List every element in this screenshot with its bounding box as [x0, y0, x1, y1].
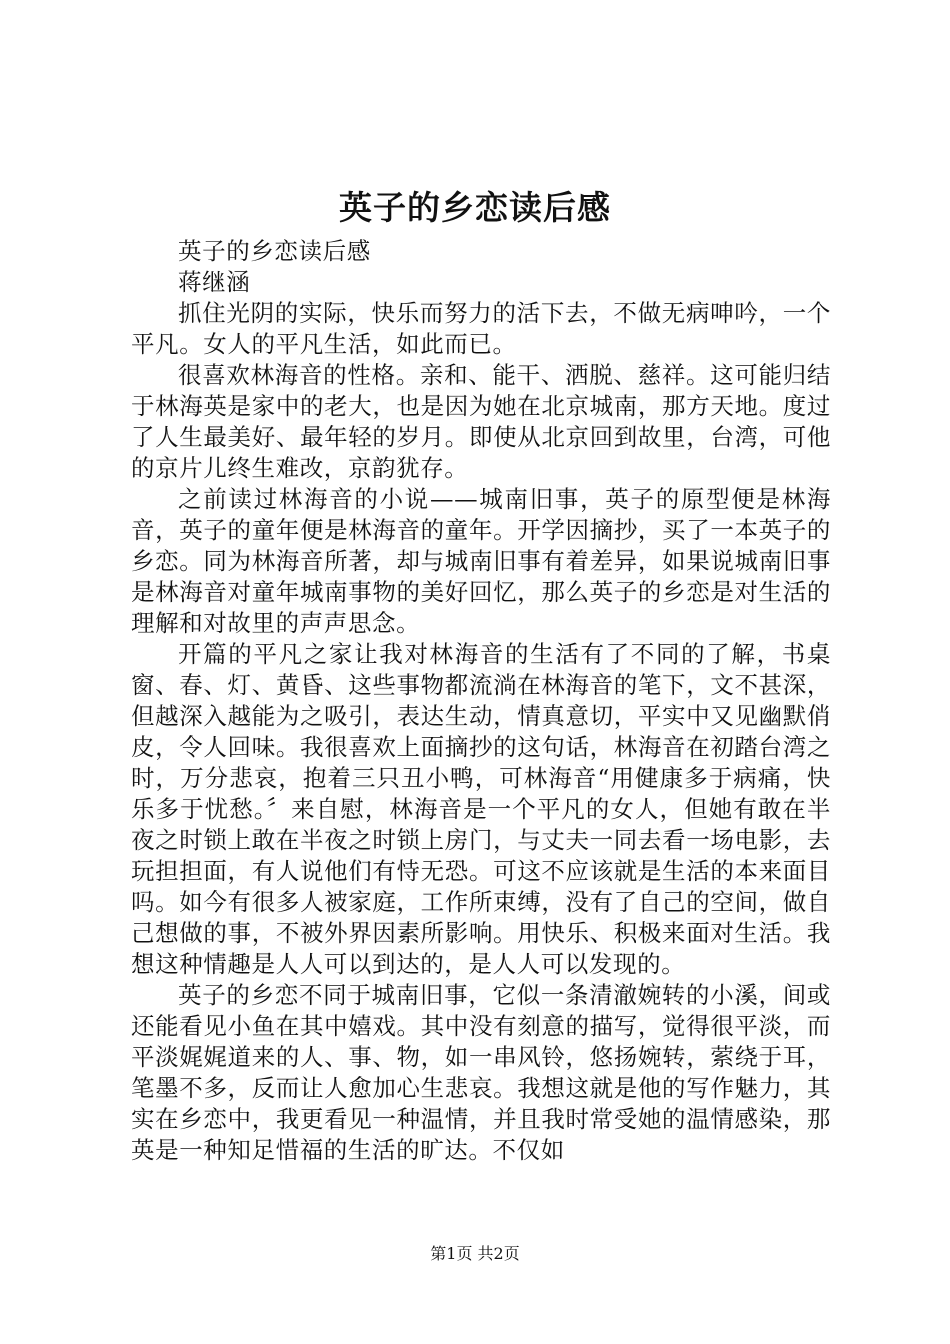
- paragraph: 开篇的平凡之家让我对林海音的生活有了不同的了解，书桌窗、春、灯、黄昏、这些事物都流淌在林海音的笔下，文不甚深，但越深入越能为之吸引，表达生动，情真意切，平实中又见幽默俏皮，令人回味。我很喜欢上面摘抄的这句话，林海音在初踏台湾之时，万分悲哀，抱着三只丑小鸭，可林海音“用健康多于病痛，快乐多于忧愁。〞来自慰，林海音是一个平凡的女人，但她有敢在半夜之时锁上敢在半夜之时锁上房门，与丈夫一同去看一场电影，去玩担担面，有人说他们有恃无恐。可这不应该就是生活的本来面目吗。如今有很多人被家庭，工作所束缚，没有了自己的空间，做自己想做的事，不被外界因素所影响。用快乐、积极来面对生活。我想这种情趣是人人可以到达的，是人人可以发现的。: [131, 640, 831, 978]
- paragraph: 之前读过林海音的小说——城南旧事，英子的原型便是林海音，英子的童年便是林海音的童年。开学因摘抄，买了一本英子的乡恋。同为林海音所著，却与城南旧事有着差异，如果说城南旧事是林海音对童年城南事物的美好回忆，那么英子的乡恋是对生活的理解和对故里的声声思念。: [131, 485, 831, 637]
- paragraph-author: 蒋继涵: [178, 268, 251, 296]
- document-body: [131, 236, 831, 1166]
- page-number-footer: 第1页 共2页: [430, 1244, 520, 1263]
- paragraph-subtitle: 英子的乡恋读后感: [178, 237, 371, 265]
- paragraph: 抓住光阴的实际，快乐而努力的活下去，不做无病呻吟，一个平凡。女人的平凡生活，如此而已。: [131, 299, 831, 358]
- paragraph: 英子的乡恋不同于城南旧事，它似一条清澈婉转的小溪，间或还能看见小鱼在其中嬉戏。其中没有刻意的描写，觉得很平淡，而平淡娓娓道来的人、事、物，如一串风铃，悠扬婉转，萦绕于耳，笔墨不多，反而让人愈加心生悲哀。我想这就是他的写作魅力，其实在乡恋中，我更看见一种温情，并且我时常受她的温情感染，那英是一种知足惜福的生活的旷达。不仅如: [131, 981, 831, 1164]
- paragraph: 很喜欢林海音的性格。亲和、能干、洒脱、慈祥。这可能归结于林海英是家中的老大，也是因为她在北京城南，那方天地。度过了人生最美好、最年轻的岁月。即使从北京回到故里，台湾，可他的京片儿终生难改，京韵犹存。: [131, 361, 831, 482]
- document-title: 英子的乡恋读后感: [339, 188, 611, 227]
